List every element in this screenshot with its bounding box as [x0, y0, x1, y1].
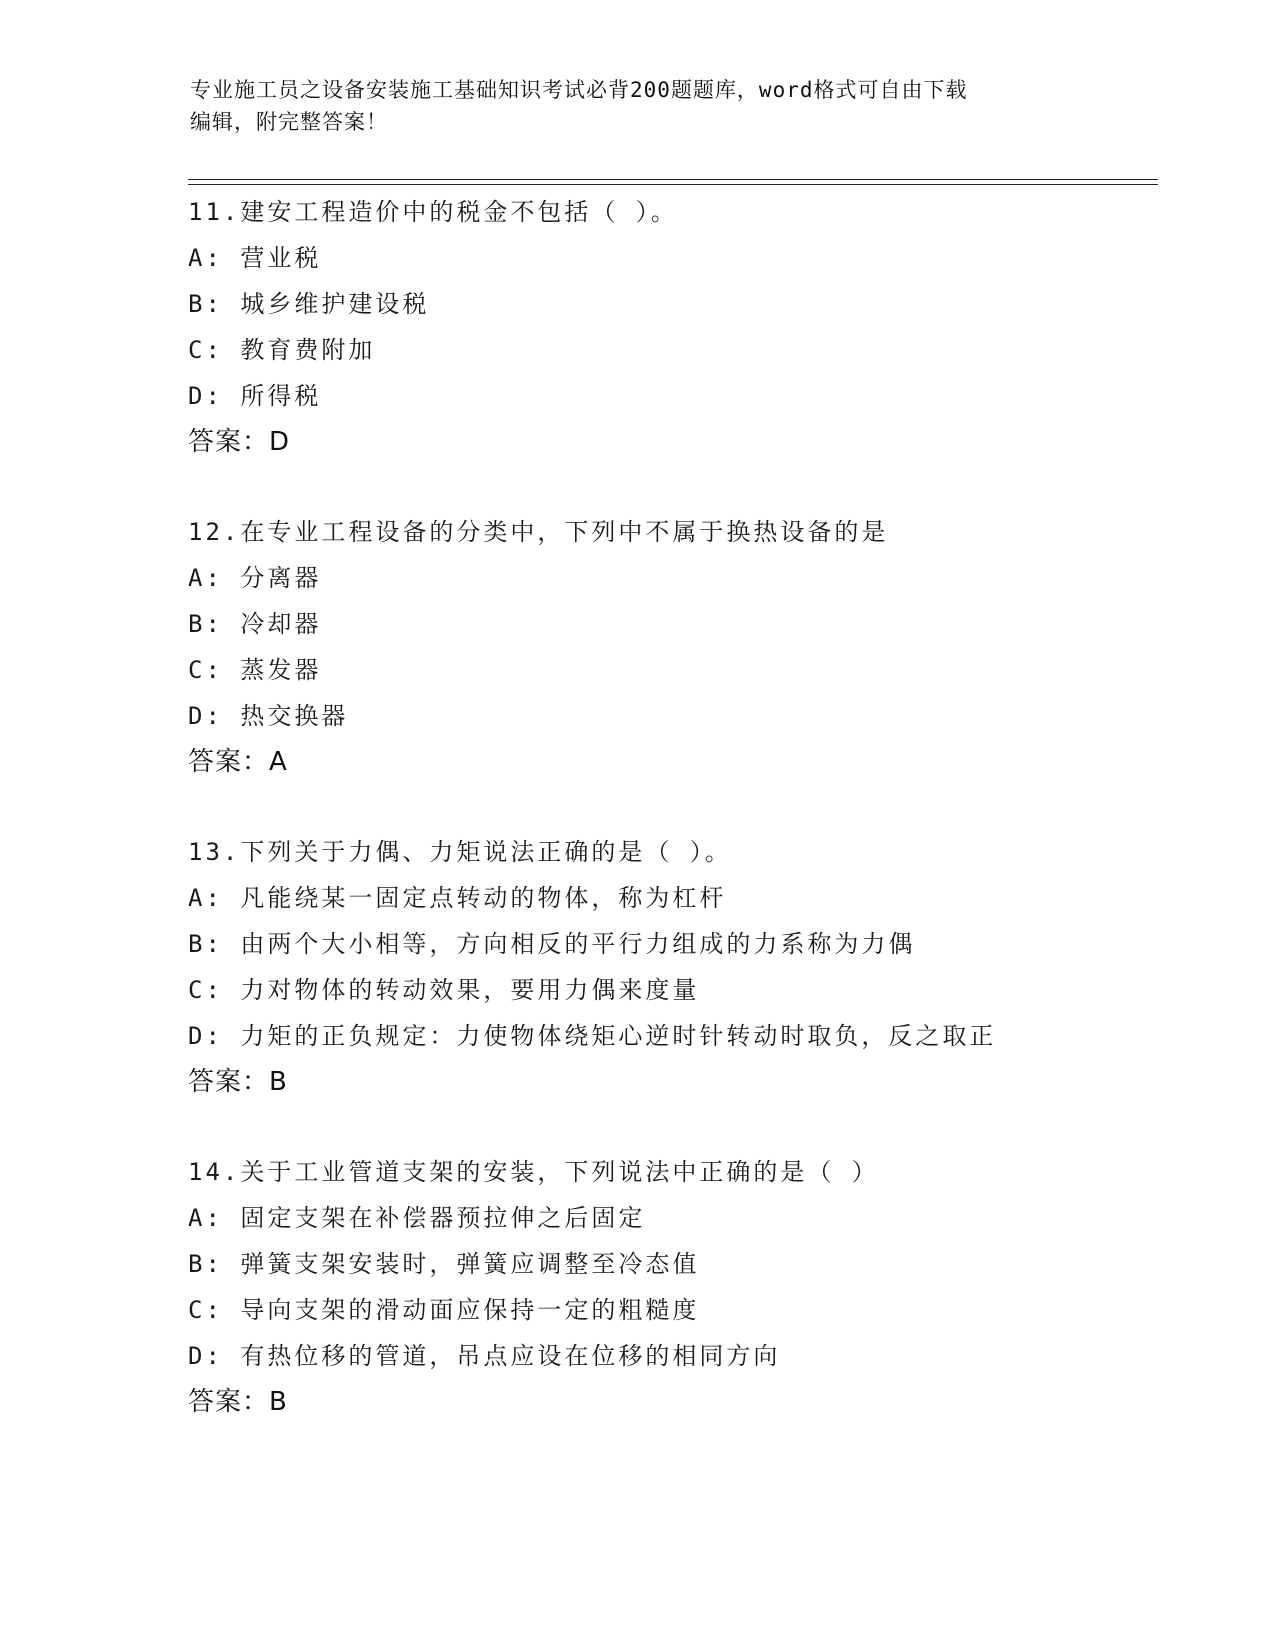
option-b: B: 由两个大小相等，方向相反的平行力组成的力系称为力偶 [188, 930, 916, 958]
option-a: A: 分离器 [188, 564, 322, 592]
answer-value: B [269, 1067, 288, 1097]
answer-label: 答案： [188, 427, 270, 457]
answer-label: 答案： [188, 1067, 270, 1097]
option-c: C: 导向支架的滑动面应保持一定的粗糙度 [188, 1296, 700, 1324]
answer-value: D [269, 427, 291, 457]
option-b: B: 冷却器 [188, 610, 322, 638]
option-b: B: 城乡维护建设税 [188, 290, 430, 318]
question-stem: 12.在专业工程设备的分类中，下列中不属于换热设备的是 [188, 518, 889, 546]
option-b: B: 弹簧支架安装时，弹簧应调整至冷态值 [188, 1250, 700, 1278]
question-13 [188, 829, 1148, 1105]
answer-line [188, 739, 1148, 785]
option-c: C: 蒸发器 [188, 656, 322, 684]
question-12 [188, 509, 1148, 785]
answer-line [188, 1059, 1148, 1105]
option-c: C: 力对物体的转动效果，要用力偶来度量 [188, 976, 700, 1004]
option-a: A: 固定支架在补偿器预拉伸之后固定 [188, 1204, 646, 1232]
answer-line [188, 1379, 1148, 1425]
answer-label: 答案： [188, 747, 270, 777]
answer-line [188, 419, 1148, 465]
question-stem: 14.关于工业管道支架的安装，下列说法中正确的是（ ） [188, 1158, 879, 1186]
option-d: D: 所得税 [188, 382, 322, 410]
option-a: A: 凡能绕某一固定点转动的物体，称为杠杆 [188, 884, 727, 912]
document-header [190, 74, 1090, 138]
option-d: D: 力矩的正负规定：力使物体绕矩心逆时针转动时取负，反之取正 [188, 1022, 997, 1050]
header-line-1: 专业施工员之设备安装施工基础知识考试必背200题题库，word格式可自由下载 [190, 78, 968, 102]
question-11 [188, 189, 1148, 465]
question-14 [188, 1149, 1148, 1425]
header-divider-bottom [188, 184, 1158, 185]
answer-value: B [269, 1387, 288, 1417]
option-d: D: 热交换器 [188, 702, 349, 730]
question-stem: 13.下列关于力偶、力矩说法正确的是（ ）。 [188, 838, 732, 866]
question-stem: 11.建安工程造价中的税金不包括（ ）。 [188, 198, 678, 226]
option-a: A: 营业税 [188, 244, 322, 272]
option-c: C: 教育费附加 [188, 336, 376, 364]
answer-label: 答案： [188, 1387, 270, 1417]
header-divider-top [188, 179, 1158, 180]
option-d: D: 有热位移的管道，吊点应设在位移的相同方向 [188, 1342, 781, 1370]
header-line-2: 编辑，附完整答案！ [190, 110, 388, 134]
answer-value: A [269, 747, 288, 777]
